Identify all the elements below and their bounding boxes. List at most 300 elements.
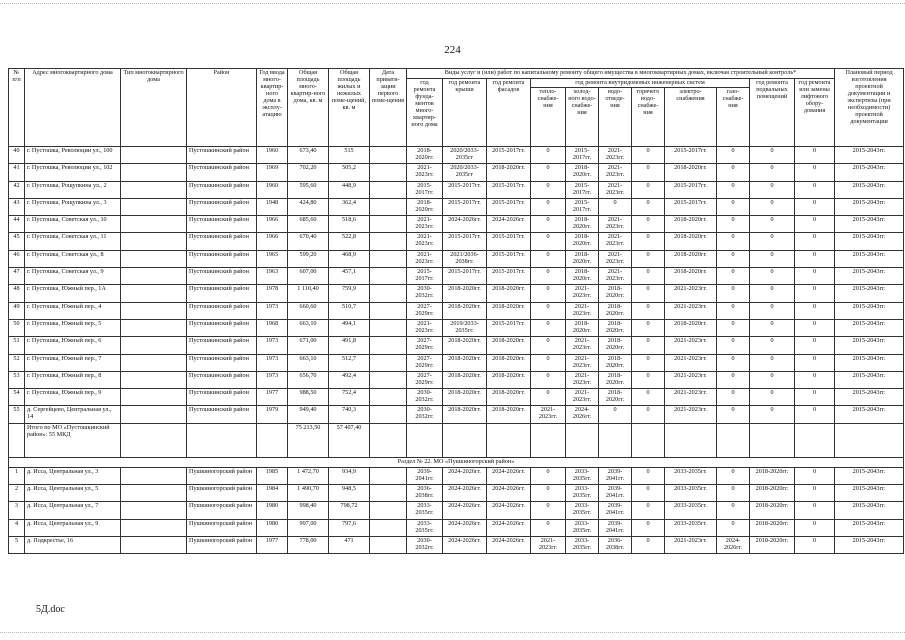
col-district: Район	[187, 69, 257, 147]
cell-heat: 0	[531, 285, 566, 302]
cell-gas: 2024-2026гг.	[717, 536, 750, 553]
cell-addr: д. Исса, Центральная ул., 3	[25, 467, 121, 484]
cell-elec: 2015-2017гг.	[665, 147, 717, 164]
cell-priv	[370, 285, 407, 302]
cell-gas: 0	[717, 319, 750, 336]
cell-gas: 0	[717, 285, 750, 302]
col-facade: год ремонта фасадов	[487, 79, 531, 147]
cell-heat: 0	[531, 302, 566, 319]
col-type: Тип многоквартирного дома	[121, 69, 187, 147]
cell-cold: 2018-2020гг.	[566, 268, 599, 285]
total-area: 75 213,50	[288, 423, 329, 457]
cell-base: 0	[750, 233, 795, 250]
cell-type	[121, 302, 187, 319]
cell-n: 4	[9, 519, 25, 536]
cell-plan: 2015-2043гг.	[835, 337, 904, 354]
cell-dist: Пустошкинский район	[187, 389, 257, 406]
cell-gas: 0	[717, 181, 750, 198]
cell-n: 1	[9, 467, 25, 484]
cell-hot: 0	[632, 389, 665, 406]
cell-heat: 0	[531, 164, 566, 181]
cell-gas: 0	[717, 371, 750, 388]
cell-year: 1985	[257, 467, 288, 484]
cell-year: 1948	[257, 198, 288, 215]
table-row	[9, 233, 904, 250]
cell-heat: 0	[531, 319, 566, 336]
col-year: Год ввода много-квартир-ного дома в эксплу-атацию	[257, 69, 288, 147]
cell-area: 660,60	[288, 302, 329, 319]
cell-cold: 2021-2023гг.	[566, 302, 599, 319]
cell-plan: 2015-2043гг.	[835, 268, 904, 285]
cell-area: 998,40	[288, 502, 329, 519]
cell-facade: 2018-2020гг.	[487, 164, 531, 181]
cell-plan: 2015-2043гг.	[835, 319, 904, 336]
col-address: Адрес многоквартирного дома	[25, 69, 121, 147]
cell-roof: 2015-2017гг.	[443, 268, 487, 285]
cell-sewer: 2018-2020гг.	[599, 371, 632, 388]
cell-priv	[370, 216, 407, 233]
cell-plan: 2015-2043гг.	[835, 371, 904, 388]
table-body	[9, 147, 904, 554]
cell-elec: 2033-2035гг.	[665, 502, 717, 519]
cell-fund: 2021-2023гг.	[407, 216, 443, 233]
cell-lift: 0	[795, 198, 835, 215]
cell-priv	[370, 302, 407, 319]
cell-type	[121, 502, 187, 519]
cell-type	[121, 337, 187, 354]
empty-cell	[370, 423, 407, 457]
table-row	[9, 268, 904, 285]
cell-fund: 2027-2029гг.	[407, 337, 443, 354]
cell-living: 518,6	[329, 216, 370, 233]
cell-gas: 0	[717, 354, 750, 371]
table-row	[9, 198, 904, 215]
cell-heat: 0	[531, 198, 566, 215]
cell-sewer: 2021-2023гг.	[599, 181, 632, 198]
cell-cold: 2018-2020гг.	[566, 216, 599, 233]
cell-n: 41	[9, 164, 25, 181]
cell-heat: 0	[531, 467, 566, 484]
cell-type	[121, 198, 187, 215]
cell-fund: 2030-2032гг.	[407, 389, 443, 406]
cell-living: 752,4	[329, 389, 370, 406]
cell-n: 45	[9, 233, 25, 250]
empty-cell	[665, 423, 717, 457]
col-sewer: водо-отведе-ния	[599, 88, 632, 147]
cell-priv	[370, 337, 407, 354]
cell-year: 1980	[257, 502, 288, 519]
cell-area: 997,00	[288, 519, 329, 536]
cell-living: 510,7	[329, 302, 370, 319]
cell-plan: 2015-2043гг.	[835, 250, 904, 267]
cell-area: 595,60	[288, 181, 329, 198]
cell-dist: Пушкиногорский район	[187, 502, 257, 519]
cell-area: 702,20	[288, 164, 329, 181]
cell-lift: 0	[795, 233, 835, 250]
cell-base: 2018-2020гг.	[750, 502, 795, 519]
col-planned: Плановый период изготовления проектной документации и экспертизы (при необходимости) проектной документации	[835, 69, 904, 147]
cell-area: 607,00	[288, 268, 329, 285]
cell-base: 0	[750, 198, 795, 215]
cell-dist: Пустошкинский район	[187, 285, 257, 302]
cell-living: 797,6	[329, 519, 370, 536]
cell-living: 948,5	[329, 485, 370, 502]
cell-lift: 0	[795, 337, 835, 354]
cell-lift: 0	[795, 502, 835, 519]
cell-year: 1969	[257, 164, 288, 181]
cell-gas: 0	[717, 164, 750, 181]
table-row	[9, 164, 904, 181]
cell-elec: 2021-2023гг.	[665, 371, 717, 388]
cell-year: 1979	[257, 406, 288, 423]
cell-addr: г. Пустошка, Революции ул., 100	[25, 147, 121, 164]
cell-addr: г. Пустошка, Южный пер., 6	[25, 337, 121, 354]
cell-living: 448,9	[329, 181, 370, 198]
cell-dist: Пустошкинский район	[187, 268, 257, 285]
cell-area: 1 110,40	[288, 285, 329, 302]
cell-type	[121, 164, 187, 181]
cell-cold: 2021-2023гг.	[566, 354, 599, 371]
cell-heat: 2021-2023гг.	[531, 536, 566, 553]
cell-priv	[370, 371, 407, 388]
cell-gas: 0	[717, 268, 750, 285]
cell-type	[121, 250, 187, 267]
cell-cold: 2018-2020гг.	[566, 164, 599, 181]
cell-type	[121, 268, 187, 285]
cell-base: 0	[750, 268, 795, 285]
cell-dist: Пустошкинский район	[187, 164, 257, 181]
cell-fund: 2030-2032гг.	[407, 536, 443, 553]
cell-elec: 2018-2020гг.	[665, 216, 717, 233]
cell-lift: 0	[795, 536, 835, 553]
cell-plan: 2015-2043гг.	[835, 285, 904, 302]
cell-addr: г. Пустошка, Советская ул., 10	[25, 216, 121, 233]
cell-hot: 0	[632, 250, 665, 267]
cell-facade: 2015-2017гг.	[487, 181, 531, 198]
cell-hot: 0	[632, 536, 665, 553]
cell-sewer: 2021-2023гг.	[599, 268, 632, 285]
cell-priv	[370, 389, 407, 406]
cell-plan: 2015-2043гг.	[835, 164, 904, 181]
cell-n: 46	[9, 250, 25, 267]
cell-dist: Пустошкинский район	[187, 354, 257, 371]
cell-hot: 0	[632, 198, 665, 215]
cell-area: 1 490,70	[288, 485, 329, 502]
cell-roof: 2024-2026гг.	[443, 519, 487, 536]
table-row	[9, 147, 904, 164]
cell-type	[121, 406, 187, 423]
cell-roof: 2024-2026гг.	[443, 467, 487, 484]
cell-area: 1 472,70	[288, 467, 329, 484]
cell-addr: д. Подкрестье, 16	[25, 536, 121, 553]
cell-n: 48	[9, 285, 25, 302]
cell-n: 42	[9, 181, 25, 198]
cell-hot: 0	[632, 164, 665, 181]
cell-addr: г. Пустошка, Южный пер., 5	[25, 319, 121, 336]
cell-elec: 2018-2020гг.	[665, 268, 717, 285]
table-row	[9, 519, 904, 536]
cell-living: 494,1	[329, 319, 370, 336]
cell-area: 663,10	[288, 319, 329, 336]
cell-sewer: 2039-2041гг.	[599, 467, 632, 484]
cell-n: 44	[9, 216, 25, 233]
cell-hot: 0	[632, 285, 665, 302]
cell-fund: 2018-2020гг.	[407, 147, 443, 164]
cell-hot: 0	[632, 519, 665, 536]
cell-fund: 2027-2029гг.	[407, 302, 443, 319]
cell-n: 3	[9, 502, 25, 519]
empty-cell	[121, 423, 187, 457]
table-row	[9, 502, 904, 519]
cell-heat: 2021-2023гг.	[531, 406, 566, 423]
cell-dist: Пушкиногорский район	[187, 519, 257, 536]
cell-cold: 2024-2026гг.	[566, 406, 599, 423]
cell-sewer: 2036-2038гг.	[599, 536, 632, 553]
cell-year: 1978	[257, 285, 288, 302]
table-row	[9, 389, 904, 406]
cell-n: 47	[9, 268, 25, 285]
cell-priv	[370, 485, 407, 502]
cell-fund: 2036-2038гг.	[407, 485, 443, 502]
cell-year: 1980	[257, 519, 288, 536]
cell-sewer: 0	[599, 406, 632, 423]
cell-lift: 0	[795, 268, 835, 285]
total-label: Итого по МО «Пустошкинский район»: 55 МКД	[25, 423, 121, 457]
cell-year: 1968	[257, 319, 288, 336]
cell-roof: 2015-2017гг.	[443, 233, 487, 250]
cell-heat: 0	[531, 181, 566, 198]
cell-dist: Пустошкинский район	[187, 302, 257, 319]
cell-plan: 2015-2043гг.	[835, 389, 904, 406]
cell-fund: 2039-2041гг.	[407, 467, 443, 484]
col-fund: год ремонта фунда-ментов много-квартир-ного дома	[407, 79, 443, 147]
table-row	[9, 371, 904, 388]
cell-lift: 0	[795, 467, 835, 484]
cell-living: 522,8	[329, 233, 370, 250]
cell-elec: 2021-2023гг.	[665, 285, 717, 302]
section-row	[9, 457, 904, 467]
cell-priv	[370, 181, 407, 198]
cell-facade: 2018-2020гг.	[487, 354, 531, 371]
cell-living: 934,9	[329, 467, 370, 484]
cell-hot: 0	[632, 147, 665, 164]
cell-fund: 2018-2020гг.	[407, 198, 443, 215]
cell-hot: 0	[632, 181, 665, 198]
cell-type	[121, 181, 187, 198]
cell-base: 2018-2020гг.	[750, 467, 795, 484]
cell-priv	[370, 319, 407, 336]
cell-cold: 2033-2035гг.	[566, 485, 599, 502]
cell-elec: 2021-2023гг.	[665, 389, 717, 406]
cell-cold: 2015-2017гг.	[566, 147, 599, 164]
cell-sewer: 0	[599, 198, 632, 215]
cell-type	[121, 519, 187, 536]
col-electric: электро-снабжения	[665, 88, 717, 147]
cell-sewer: 2018-2020гг.	[599, 354, 632, 371]
cell-facade: 2015-2017гг.	[487, 233, 531, 250]
cell-year: 1973	[257, 337, 288, 354]
cell-elec: 2021-2023гг.	[665, 302, 717, 319]
cell-heat: 0	[531, 502, 566, 519]
cell-lift: 0	[795, 354, 835, 371]
table-row	[9, 319, 904, 336]
cell-priv	[370, 354, 407, 371]
cell-heat: 0	[531, 389, 566, 406]
cell-elec: 2033-2035гг.	[665, 519, 717, 536]
cell-fund: 2027-2029гг.	[407, 354, 443, 371]
cell-heat: 0	[531, 268, 566, 285]
cell-elec: 2021-2023гг.	[665, 337, 717, 354]
cell-gas: 0	[717, 389, 750, 406]
cell-dist: Пустошкинский район	[187, 198, 257, 215]
cell-sewer: 2018-2020гг.	[599, 319, 632, 336]
cell-facade: 2024-2026гг.	[487, 467, 531, 484]
cell-sewer: 2018-2020гг.	[599, 285, 632, 302]
cell-plan: 2015-2043гг.	[835, 536, 904, 553]
cell-heat: 0	[531, 250, 566, 267]
cell-facade: 2018-2020гг.	[487, 389, 531, 406]
cell-roof: 2019/2033-2035гг.	[443, 319, 487, 336]
cell-gas: 0	[717, 233, 750, 250]
cell-base: 0	[750, 389, 795, 406]
cell-dist: Пушкиногорский район	[187, 485, 257, 502]
cell-priv	[370, 164, 407, 181]
cell-n: 43	[9, 198, 25, 215]
cell-priv	[370, 502, 407, 519]
cell-dist: Пустошкинский район	[187, 337, 257, 354]
cell-n: 53	[9, 371, 25, 388]
cell-roof: 2015-2017гг.	[443, 198, 487, 215]
cell-addr: д. Сергейцево, Центральная ул., 14	[25, 406, 121, 423]
cell-elec: 2018-2020гг.	[665, 250, 717, 267]
cell-area: 673,40	[288, 147, 329, 164]
cell-dist: Пушкиногорский район	[187, 536, 257, 553]
cell-fund: 2015-2017гг.	[407, 181, 443, 198]
cell-plan: 2015-2043гг.	[835, 233, 904, 250]
cell-addr: д. Исса, Центральная ул., 5	[25, 485, 121, 502]
col-privat-date: Дата привати-зации первого поме-щения	[370, 69, 407, 147]
cell-elec: 2018-2020гг.	[665, 319, 717, 336]
cell-lift: 0	[795, 371, 835, 388]
cell-base: 0	[750, 147, 795, 164]
cell-roof: 2018-2020гг.	[443, 406, 487, 423]
cell-hot: 0	[632, 502, 665, 519]
cell-gas: 0	[717, 250, 750, 267]
cell-priv	[370, 147, 407, 164]
cell-hot: 0	[632, 354, 665, 371]
cell-cold: 2021-2023гг.	[566, 371, 599, 388]
cell-sewer: 2018-2020гг.	[599, 337, 632, 354]
total-row	[9, 423, 904, 457]
cell-hot: 0	[632, 371, 665, 388]
cell-n: 51	[9, 337, 25, 354]
table-row	[9, 302, 904, 319]
table-row	[9, 354, 904, 371]
cell-base: 2018-2020гг.	[750, 519, 795, 536]
cell-dist: Пустошкинский район	[187, 250, 257, 267]
cell-lift: 0	[795, 406, 835, 423]
cell-fund: 2021-2023гг.	[407, 233, 443, 250]
table-row	[9, 216, 904, 233]
cell-base: 0	[750, 302, 795, 319]
cell-lift: 0	[795, 302, 835, 319]
cell-addr: г. Пустошка, Советская ул., 11	[25, 233, 121, 250]
cell-gas: 0	[717, 485, 750, 502]
cell-base: 0	[750, 406, 795, 423]
cell-base: 0	[750, 164, 795, 181]
table-row	[9, 406, 904, 423]
cell-facade: 2015-2017гг.	[487, 147, 531, 164]
cell-living: 512,7	[329, 354, 370, 371]
cell-hot: 0	[632, 233, 665, 250]
cell-elec: 2021-2023гг.	[665, 354, 717, 371]
cell-living: 740,3	[329, 406, 370, 423]
cell-hot: 0	[632, 485, 665, 502]
total-living-area: 57 407,40	[329, 423, 370, 457]
cell-fund: 2030-2032гг.	[407, 406, 443, 423]
cell-sewer: 2021-2023гг.	[599, 233, 632, 250]
cell-cold: 2021-2023гг.	[566, 389, 599, 406]
cell-facade: 2015-2017гг.	[487, 250, 531, 267]
cell-type	[121, 485, 187, 502]
table-row	[9, 467, 904, 484]
cell-plan: 2015-2043гг.	[835, 216, 904, 233]
cell-fund: 2033-2035гг.	[407, 502, 443, 519]
cell-type	[121, 371, 187, 388]
cell-lift: 0	[795, 389, 835, 406]
cell-facade: 2018-2020гг.	[487, 285, 531, 302]
cell-facade: 2024-2026гг.	[487, 536, 531, 553]
cell-n: 52	[9, 354, 25, 371]
cell-gas: 0	[717, 519, 750, 536]
cell-year: 1973	[257, 354, 288, 371]
cell-sewer: 2021-2023гг.	[599, 164, 632, 181]
cell-year: 1984	[257, 485, 288, 502]
cell-facade: 2018-2020гг.	[487, 337, 531, 354]
cell-plan: 2015-2043гг.	[835, 467, 904, 484]
cell-facade: 2018-2020гг.	[487, 371, 531, 388]
cell-sewer: 2039-2041гг.	[599, 519, 632, 536]
cell-addr: г. Пустошка, Рощупкина ул., 3	[25, 198, 121, 215]
cell-lift: 0	[795, 319, 835, 336]
cell-heat: 0	[531, 371, 566, 388]
cell-roof: 2018-2020гг.	[443, 389, 487, 406]
cell-priv	[370, 268, 407, 285]
cell-fund: 2021-2023гг.	[407, 250, 443, 267]
cell-lift: 0	[795, 285, 835, 302]
cell-base: 0	[750, 354, 795, 371]
cell-gas: 0	[717, 337, 750, 354]
cell-area: 685,60	[288, 216, 329, 233]
cell-type	[121, 233, 187, 250]
cell-cold: 2018-2020гг.	[566, 233, 599, 250]
cell-roof: 2018-2020гг.	[443, 371, 487, 388]
cell-facade: 2024-2026гг.	[487, 216, 531, 233]
cell-facade: 2015-2017гг.	[487, 319, 531, 336]
cell-year: 1973	[257, 371, 288, 388]
empty-cell	[835, 423, 904, 457]
cell-type	[121, 389, 187, 406]
empty-cell	[750, 423, 795, 457]
empty-cell	[487, 423, 531, 457]
cell-dist: Пустошкинский район	[187, 147, 257, 164]
empty-cell	[531, 423, 566, 457]
table-row	[9, 337, 904, 354]
cell-plan: 2015-2043гг.	[835, 354, 904, 371]
cell-hot: 0	[632, 302, 665, 319]
cell-gas: 0	[717, 147, 750, 164]
cell-roof: 2018-2020гг.	[443, 354, 487, 371]
